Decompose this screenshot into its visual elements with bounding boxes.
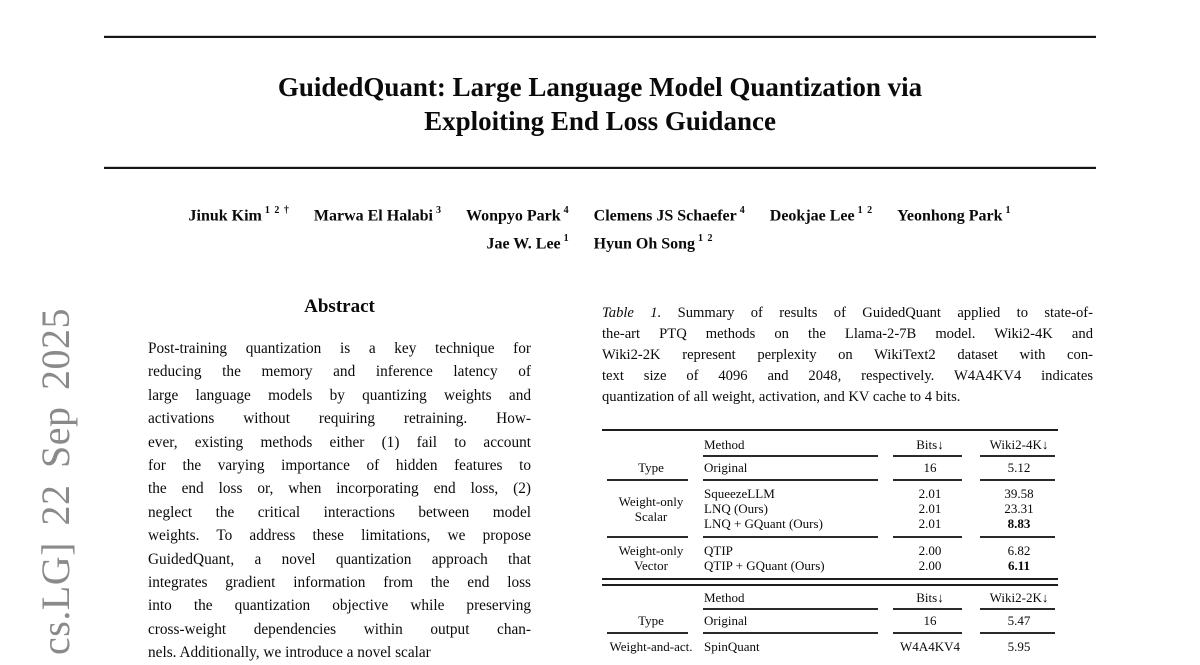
author-superscript: 1 2	[698, 233, 714, 244]
method-cell: QTIP + GQuant (Ours)	[704, 558, 825, 573]
row-midrule	[602, 632, 1058, 634]
bits-cell: 2.01	[918, 486, 942, 501]
paper-title	[0, 70, 1200, 138]
metric-cell: 5.12	[1007, 460, 1031, 475]
author-superscript: 4	[563, 205, 570, 216]
abstract-body	[148, 337, 531, 665]
method-cell: SpinQuant	[704, 639, 760, 654]
column-header-bits: Bits↓	[916, 437, 944, 452]
bits-cell: 16	[923, 460, 937, 475]
abstract-line: for the varying importance of hidden features to	[148, 457, 531, 475]
title-separator-rule	[104, 166, 1096, 169]
table-row-original	[602, 457, 1058, 479]
table-row	[700, 486, 1058, 501]
author-name: Jinuk Kim	[188, 207, 262, 225]
author-superscript: 1 2	[857, 205, 874, 216]
author-entry	[314, 206, 442, 225]
metric-cell: 39.58	[1004, 486, 1034, 501]
author-entry	[594, 234, 714, 253]
abstract-line: large language models by quantizing weights and	[148, 386, 531, 404]
metric-cell: 6.82	[1007, 543, 1031, 558]
column-header-metric: Wiki2-2K↓	[989, 590, 1049, 605]
caption-line: Wiki2-2K represent perplexity on WikiText2 dataset with con-	[602, 346, 1093, 363]
author-name: Hyun Oh Song	[593, 235, 696, 253]
caption-line: text size of 4096 and 2048, respectively. W4A4KV4 indicates	[602, 367, 1093, 384]
author-name: Marwa El Halabi	[313, 207, 433, 225]
author-entry	[466, 206, 570, 225]
author-entry	[594, 206, 746, 225]
abstract-line: activations without requiring retraining. How-	[148, 410, 531, 428]
author-superscript: 4	[739, 205, 746, 216]
metric-cell-best: 8.83	[1007, 516, 1031, 531]
abstract-line: cross-weight dependencies within output chan-	[148, 620, 531, 638]
bits-cell: 2.01	[918, 516, 942, 531]
abstract-line: into the quantization objective while preserving	[148, 597, 531, 615]
author-entry	[189, 206, 290, 225]
table-group-weight-only-scalar	[602, 481, 1058, 536]
author-name: Jae W. Lee	[486, 235, 561, 253]
table-row	[700, 516, 1058, 531]
caption-text: Summary of results of GuidedQuant applied to state-of-	[677, 305, 1093, 321]
author-superscript: 3	[435, 205, 442, 216]
authors-row-1	[0, 206, 1200, 225]
type-header-cell: Type	[638, 613, 664, 628]
author-superscript: 1	[1005, 205, 1012, 216]
method-cell: QTIP	[704, 543, 733, 558]
method-cell: SqueezeLLM	[704, 486, 775, 501]
caption-line	[602, 303, 1093, 324]
column-header-metric: Wiki2-4K↓	[989, 437, 1049, 452]
metric-cell: 5.47	[1007, 613, 1031, 628]
method-cell: Original	[704, 460, 748, 475]
author-superscript: 1 2 †	[264, 205, 290, 216]
abstract-line: weights. To address these limitations, we propose	[148, 527, 531, 545]
table-header-row	[602, 431, 1058, 455]
table-row-original	[602, 610, 1058, 632]
bits-cell: 2.01	[918, 501, 942, 516]
authors-row-2	[0, 234, 1200, 253]
metric-cell: 23.31	[1004, 501, 1034, 516]
column-header-bits: Bits↓	[916, 590, 944, 605]
table-group-weight-only-vector	[602, 538, 1058, 578]
bits-cell: W4A4KV4	[900, 639, 960, 654]
arxiv-watermark: cs.LG] 22 Sep 2025	[33, 308, 78, 655]
column-header-method: Method	[704, 437, 745, 452]
top-rule	[104, 35, 1096, 38]
caption-label: Table 1.	[602, 305, 662, 321]
table-row	[700, 501, 1058, 516]
author-name: Deokjae Lee	[769, 207, 855, 225]
author-name: Wonpyo Park	[465, 207, 561, 225]
bits-cell: 16	[923, 613, 937, 628]
type-header-cell: Type	[638, 460, 664, 475]
results-table	[602, 429, 1058, 656]
group-type-label: Weight-only Vector	[618, 543, 684, 573]
table-row	[700, 558, 1058, 573]
table-row	[700, 543, 1058, 558]
abstract-heading: Abstract	[304, 296, 375, 317]
abstract-line: ever, existing methods either (1) fail to account	[148, 433, 531, 451]
column-header-method: Method	[704, 590, 745, 605]
method-cell: LNQ (Ours)	[704, 501, 768, 516]
paper-title-line1: GuidedQuant: Large Language Model Quantization via	[277, 72, 923, 102]
metric-cell-best: 6.11	[1007, 558, 1031, 573]
paper-title-line2: Exploiting End Loss Guidance	[424, 106, 776, 136]
table-row-clipped	[602, 636, 1058, 656]
abstract-line-clipped: nels. Additionally, we introduce a novel scalar	[148, 644, 431, 662]
table-caption	[602, 303, 1093, 408]
group-type-label: Weight-only Scalar	[618, 493, 684, 524]
method-cell: LNQ + GQuant (Ours)	[704, 516, 823, 531]
abstract-line: integrates gradient information from the end loss	[148, 574, 531, 592]
metric-cell: 5.95	[1007, 639, 1031, 654]
author-entry	[897, 206, 1011, 225]
abstract-line: the end loss or, when incorporating end loss, (2)	[148, 480, 531, 498]
author-entry	[486, 234, 569, 253]
method-cell: Original	[704, 613, 748, 628]
caption-line: quantization of all weight, activation, and KV cache to 4 bits.	[602, 388, 961, 405]
bits-cell: 2.00	[918, 558, 942, 573]
author-entry	[770, 206, 873, 225]
abstract-line: neglect the critical interactions between model	[148, 503, 531, 521]
author-name: Yeonhong Park	[897, 207, 1003, 225]
abstract-line: reducing the memory and inference latency of	[148, 363, 531, 381]
bits-cell: 2.00	[918, 543, 942, 558]
author-superscript: 1	[563, 233, 570, 244]
abstract-line: Post-training quantization is a key technique for	[148, 340, 531, 357]
caption-line: the-art PTQ methods on the Llama-2-7B model. Wiki2-4K and	[602, 325, 1093, 342]
type-cell: Weight-and-act.	[609, 639, 693, 654]
table-header-row	[602, 586, 1058, 608]
author-name: Clemens JS Schaefer	[593, 207, 737, 225]
abstract-line: GuidedQuant, a novel quantization approach that	[148, 550, 531, 568]
